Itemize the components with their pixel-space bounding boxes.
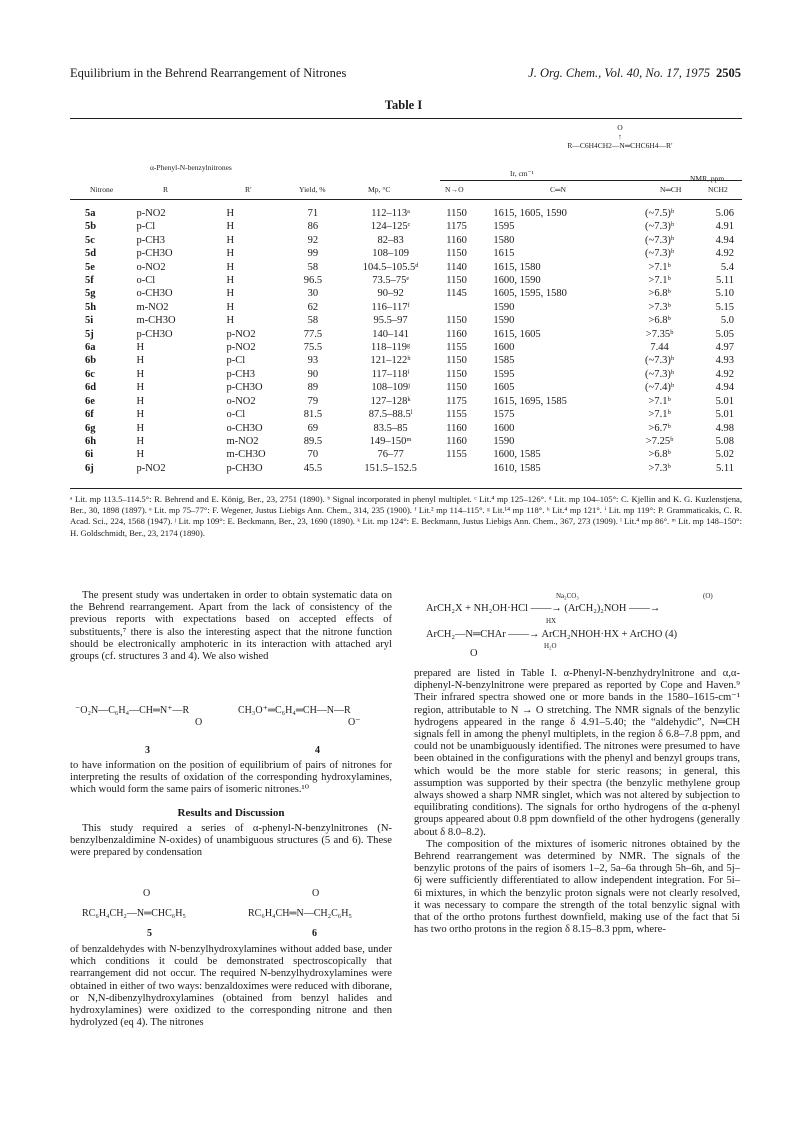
table-cell: 1580	[493, 234, 515, 246]
table-cell: 108–109	[372, 248, 409, 260]
table-cell: 127–128ᵏ	[370, 395, 411, 407]
table-cell: 1615	[493, 248, 515, 260]
group-label: α-Phenyl-N-benzylnitrones	[150, 163, 232, 172]
table-cell: o-NO2	[136, 261, 166, 273]
col-header-nitrone: Nitrone	[90, 185, 114, 194]
table-cell: 89	[307, 382, 319, 394]
table-cell: 4.94	[715, 234, 734, 246]
table-cell: H	[226, 261, 235, 273]
table-cell: (~7.3)ᵇ	[645, 248, 675, 260]
col-header-mp: Mp, °C	[368, 185, 391, 194]
table-cell: H	[226, 315, 235, 327]
table-cell: 1150	[446, 368, 467, 380]
structure-5-oxygen: O	[143, 888, 151, 899]
table-cell: 5.10	[715, 288, 734, 300]
table-cell: (~7.3)ᵇ	[645, 234, 675, 246]
table-row	[70, 448, 742, 461]
table-cell: 1590	[493, 315, 515, 327]
left-column	[70, 590, 392, 663]
table-cell	[443, 301, 493, 314]
table-cell: 1615, 1580	[493, 261, 541, 273]
table-cell: 112–113ᵃ	[371, 208, 411, 219]
table-cell: o-Cl	[136, 275, 156, 287]
table-cell: 1175	[446, 221, 467, 233]
structure-3: ⁻O₂N—C₆H₄—CH═N⁺—R O	[75, 705, 203, 728]
col-header-no: N→O	[445, 185, 464, 194]
table-cell: 1600, 1585	[493, 449, 541, 461]
table-cell: 92	[307, 234, 319, 246]
table-cell: 6b	[85, 355, 97, 367]
table-row	[70, 408, 742, 421]
structure-6-oxygen: O	[312, 888, 320, 899]
table-row	[70, 462, 742, 475]
table-cell: p-Cl	[226, 355, 246, 367]
table-cell: 1590	[493, 301, 515, 313]
table-cell: 75.5	[303, 342, 323, 354]
col-header-nch2: NCH2	[708, 185, 728, 194]
table-cell: 87.5–88.5ˡ	[368, 409, 413, 421]
table-cell: 5d	[85, 248, 97, 260]
table-cell: 4.91	[715, 221, 734, 233]
paragraph: prepared are listed in Table I. α-Phenyl-N-benzhydrylnitrone and α,α-diphenyl-N-benzylnitrone were prepared as reported by Cope and Haven.⁹ Their infrared spectra showed one or more bands in the 1580–1615-cm⁻¹ region, attributable to N → O stretching. The NMR signals of the benzylic hydrogens appeared in the range δ 4.91–5.40; the “aldehydic”, N═CH signals fell in among the phenyl multiplets, in the region δ 6.8–7.8 ppm, and could not be unambiguously identified. The nitrones were presumed to have been obtained in the configurations with the phenyl and benzyl groups trans, which would be the more stable for steric reasons; in general, this assumption was supported by their spectra (the benzylic methylene group always showed a sharp NMR singlet, which was not altered by subjection to equilibrating conditions). The signals for ortho hydrogens of the α-phenyl groups appeared about 0.8 ppm downfield of the other hydrogens (generally about δ 8.0–8.2).	[414, 668, 740, 838]
table-cell: 1155	[446, 409, 467, 421]
table-cell: 1150	[446, 208, 467, 219]
table-cell: 117–118ⁱ	[371, 368, 410, 380]
table-cell: 79	[307, 395, 319, 407]
paragraph: to have information on the position of equilibrium of pairs of nitrones for interpreting the results of oxidation of the corresponding hydroxylamines, which would form the same pairs of isomeric nitrones.¹⁰	[70, 760, 392, 796]
table-cell: 99	[307, 248, 319, 260]
table-row	[70, 422, 742, 435]
col-header-r: R	[163, 185, 169, 194]
structure-6: RC₆H₄CH═N—CH₂C₆H₅	[248, 908, 352, 919]
table-row	[70, 220, 742, 233]
structure-formula: R—C6H4CH2—N═CHC6H4—R′	[567, 141, 673, 150]
table-cell: (~7.4)ᵇ	[645, 382, 675, 394]
table-cell: 5.05	[715, 328, 734, 340]
table-cell: 1575	[493, 409, 515, 421]
paragraph: The present study was undertaken in order to obtain systematic data on the Behrend rearrangement. Apart from the lack of consistency of the previous reports with expectations based on accepted effects of substituents,⁷ there is also the interesting aspect that the nitrone function should be electronically amphoteric in its interaction with attached aryl groups (cf. structures 3 and 4). We also wished	[70, 590, 392, 663]
nmr-label: NMR, ppm	[690, 174, 725, 183]
table-row	[70, 381, 742, 394]
table-cell: m-NO2	[136, 301, 169, 313]
table-cell: >7.35ᵇ	[645, 328, 674, 340]
table-cell: 5c	[85, 234, 95, 246]
table-cell: 5.01	[715, 395, 734, 407]
header-sub-rule	[440, 180, 742, 181]
table-cell: 1600	[493, 422, 515, 434]
table-cell: 77.5	[303, 328, 323, 340]
table-cell: H	[136, 435, 145, 447]
table-cell: 6c	[85, 368, 95, 380]
structure-4: CH₃O⁺═C₆H₄═CH—N—R O⁻	[238, 705, 361, 728]
table-cell: >6.8ᵇ	[648, 315, 671, 327]
table-cell: 7.44	[650, 342, 669, 354]
table-cell: 1150	[446, 355, 467, 367]
table-cell: H	[226, 221, 235, 233]
table-cell: o-CH3O	[226, 422, 263, 434]
table-cell: >6.8ᵇ	[648, 449, 671, 461]
table-cell: p-NO2	[226, 328, 256, 340]
table-cell: 69	[307, 422, 319, 434]
table-cell: 83.5–85	[373, 422, 408, 434]
table-row	[70, 395, 742, 408]
table-cell: o-CH3O	[136, 288, 173, 300]
table-cell: >7.1ᵇ	[648, 261, 671, 273]
equation-line-2: ArCH₂—N═CHAr ——→ ArCH₂NHOH·HX + ArCHO (4)	[426, 629, 678, 640]
table-cell: 1155	[446, 342, 467, 354]
structure-header	[530, 123, 710, 150]
table-cell: 71	[307, 208, 319, 219]
table-cell: 76–77	[377, 449, 404, 461]
header-bottom-rule	[70, 199, 742, 200]
table-cell: 1150	[446, 315, 467, 327]
table-cell: H	[136, 395, 145, 407]
label-6: 6	[312, 928, 317, 939]
table-cell: m-CH3O	[226, 449, 266, 461]
table-cell: 4.94	[715, 382, 734, 394]
table-cell: 6a	[85, 342, 96, 354]
equation-line-1: ArCH₂X + NH₂OH·HCl ——→ (ArCH₂)₂NOH ——→	[426, 603, 661, 614]
table-cell: 6g	[85, 422, 96, 434]
table-cell: 149–150ᵐ	[369, 435, 412, 447]
col-header-r-prime: R′	[245, 185, 252, 194]
table-cell: m-CH3O	[136, 315, 176, 327]
table-cell: 58	[307, 315, 319, 327]
table-cell: 1590	[493, 435, 515, 447]
table-row	[70, 247, 742, 260]
table-cell: 89.5	[303, 435, 323, 447]
table-cell: >7.3ᵇ	[648, 301, 671, 313]
table-cell: 4.93	[715, 355, 734, 367]
table-cell: H	[226, 208, 235, 219]
table-cell: 5e	[85, 261, 95, 273]
table-cell: 1595	[493, 368, 515, 380]
table-cell: 121–122ʰ	[370, 355, 411, 367]
structure-4-oxygen: O⁻	[348, 717, 361, 728]
structure-3-oxygen: O	[195, 717, 203, 728]
table-cell: p-CH3O	[136, 248, 173, 260]
table-cell: p-NO2	[226, 342, 256, 354]
table-cell: H	[136, 449, 145, 461]
table-row	[70, 207, 742, 220]
table-cell: p-CH3O	[226, 382, 263, 394]
table-cell: 1615, 1695, 1585	[493, 395, 567, 407]
table-cell: 1160	[446, 422, 467, 434]
table-cell: 1150	[446, 382, 467, 394]
table-row	[70, 328, 742, 341]
table-row	[70, 435, 742, 448]
page-number: 2505	[716, 66, 741, 80]
table-cell: 6i	[85, 449, 94, 461]
table-cell: 1600, 1590	[493, 275, 541, 287]
table-cell: 1160	[446, 435, 467, 447]
table-row	[70, 354, 742, 367]
table-cell: 104.5–105.5ᵈ	[362, 261, 419, 273]
table-cell: 73.5–75ᵉ	[372, 275, 410, 287]
table-cell: o-NO2	[226, 395, 256, 407]
paragraph: The composition of the mixtures of isomeric nitrones obtained by the Behrend rearrangement was determined by NMR. The signals of the benzylic protons of the pairs of isomers 1–2, 5a–6a through 5h–6h, and 5j–6j were sufficiently differentiated to allow independent integration. For 5i–6i mixtures, in which the benzylic proton signals were not clearly resolved, it was necessary to compare the strength of the total benzylic signal with that of the ortho protons furthest downfield, making use of the fact that 5i has two ortho protons in the region δ 8.15–8.3 ppm, where-	[414, 838, 740, 936]
table-cell: 1175	[446, 395, 467, 407]
table-cell: 1585	[493, 355, 515, 367]
table-cell: 4.92	[715, 368, 734, 380]
table-cell: p-Cl	[136, 221, 156, 233]
table-cell: >7.3ᵇ	[648, 462, 671, 474]
table-cell: >7.1ᵇ	[648, 275, 671, 287]
table-cell: 5.0	[720, 315, 734, 327]
table-cell: (~7.5)ᵇ	[645, 208, 675, 219]
table-cell: 1140	[446, 261, 467, 273]
table-cell: H	[136, 409, 145, 421]
table-cell: p-CH3O	[226, 462, 263, 474]
table-cell: 5.06	[715, 208, 734, 219]
table-cell: 4.97	[715, 342, 734, 354]
table-cell: H	[136, 368, 145, 380]
table-cell: 6d	[85, 382, 97, 394]
table-cell: 5.4	[720, 261, 734, 273]
table-cell: 5.11	[716, 462, 734, 474]
table-cell: o-Cl	[226, 409, 246, 421]
table-cell: 6h	[85, 435, 97, 447]
table-cell: 1605	[493, 382, 515, 394]
table-cell: 5h	[85, 301, 97, 313]
paragraph: This study required a series of α-phenyl-N-benzylnitrones (N-benzylbenzaldimine N-oxides) of unambiguous structures (5 and 6). These were prepared by condensation	[70, 822, 392, 859]
col-header-cn: C═N	[550, 185, 566, 194]
table-row	[70, 314, 742, 327]
running-header-right: J. Org. Chem., Vol. 40, No. 17, 1975 2505	[528, 66, 741, 80]
table-cell: >7.1ᵇ	[648, 409, 671, 421]
table-cell: 81.5	[303, 409, 323, 421]
table-cell: (~7.3)ᵇ	[645, 368, 675, 380]
table-cell: 5.08	[715, 435, 734, 447]
col-header-yield: Yield, %	[299, 185, 326, 194]
paragraph: of benzaldehydes with N-benzylhydroxylamines without added base, under which conditions it could be demonstrated spectroscopically that rearrangement did not occur. The required N-benzylhydroxylamines were obtained in either of two ways: benzaldoximes were reduced with diborane, or N,N-dibenzylhydroxylamines (obtained from benzyl halides and hydroxylamines) were oxidized to the corresponding nitrone and then hydrolyzed (eq 4). The nitrones	[70, 944, 392, 1029]
table-cell: 1145	[446, 288, 467, 300]
table-cell: 5g	[85, 288, 96, 300]
table-cell: 96.5	[303, 275, 323, 287]
table-cell: H	[226, 301, 235, 313]
label-4: 4	[315, 745, 320, 756]
table-cell: >7.25ᵇ	[645, 435, 674, 447]
table-row	[70, 368, 742, 381]
data-table	[70, 207, 742, 475]
table-cell: H	[226, 288, 235, 300]
table-cell	[443, 462, 493, 475]
table-cell: 5a	[85, 208, 96, 219]
col-header-nch: N═CH	[660, 185, 682, 194]
table-cell: H	[136, 422, 145, 434]
table-cell: 1595	[493, 221, 515, 233]
table-cell: H	[226, 248, 235, 260]
table-cell: 116–117ᶠ	[371, 301, 410, 313]
table-cell: >6.7ᵇ	[648, 422, 671, 434]
table-cell: 58	[307, 261, 319, 273]
table-top-rule	[70, 118, 742, 119]
table-cell: 93	[307, 355, 319, 367]
table-cell: 118–119ᵍ	[371, 342, 411, 354]
table-cell: 1160	[446, 328, 467, 340]
structure-5: RC₆H₄CH₂—N═CHC₆H₅	[82, 908, 186, 919]
table-cell: p-CH3	[136, 234, 166, 246]
table-cell: 5.11	[716, 275, 734, 287]
table-row	[70, 234, 742, 247]
eq-reagent-o: (O)	[703, 592, 713, 600]
table-cell: 82–83	[377, 234, 404, 246]
eq-reagent-h2o: H₂O	[544, 642, 557, 650]
table-cell: (~7.3)ᵇ	[645, 355, 675, 367]
table-cell: 5.02	[715, 449, 734, 461]
structure-oxygen: O	[617, 123, 623, 132]
table-cell: p-CH3	[226, 368, 256, 380]
table-cell: (~7.3)ᵇ	[645, 221, 675, 233]
table-cell: 6f	[85, 409, 94, 421]
table-row	[70, 341, 742, 354]
table-cell: p-NO2	[136, 208, 166, 219]
label-5: 5	[147, 928, 152, 939]
table-cell: 90–92	[377, 288, 404, 300]
table-cell: >7.1ᵇ	[648, 395, 671, 407]
table-cell: H	[136, 355, 145, 367]
running-header-left: Equilibrium in the Behrend Rearrangement of Nitrones	[70, 66, 347, 80]
label-3: 3	[145, 745, 150, 756]
left-column-2	[70, 760, 392, 859]
table-row	[70, 287, 742, 300]
table-cell: H	[226, 234, 235, 246]
table-cell: 5f	[85, 275, 94, 287]
table-cell: 1605, 1595, 1580	[493, 288, 567, 300]
table-cell: 1615, 1605, 1590	[493, 208, 567, 219]
eq-reagent-na2co3: Na₂CO₃	[556, 592, 579, 600]
table-cell: 1155	[446, 449, 467, 461]
right-column	[414, 668, 740, 936]
table-row	[70, 301, 742, 314]
table-bottom-rule	[70, 488, 742, 489]
table-cell: 45.5	[303, 462, 323, 474]
table-cell: 5.01	[715, 409, 734, 421]
table-footnotes: ᵃ Lit. mp 113.5–114.5°: R. Behrend and E. König, Ber., 23, 2751 (1890). ᵇ Signal incorporated in phenyl multiplet. ᶜ Lit.⁴ mp 125–126°. ᵈ Lit. mp 104–105°: C. Kjellin and K. G. Kuzlenstjena, Ber., 30, 1898 (1897). ᵉ Lit. mp 75–77°: F. Wegener, Justus Liebigs Ann. Chem., 314, 235 (1900). ᶠ Lit.² mp 114–115°. ᵍ Lit.¹⁴ mp 118°. ʰ Lit.⁴ mp 121°. ⁱ Lit. mp 119°: P. Grammaticakis, C. R. Acad. Sci., 224, 1568 (1947). ʲ Lit. mp 109°: E. Beckmann, Ber., 23, 1690 (1890). ᵏ Lit. mp 124°: E. Beckmann, Justus Liebigs Ann. Chem., 367, 273 (1909). ˡ Lit.⁴ mp 86°. ᵐ Lit. mp 148–150°: H. Goldschmidt, Ber., 23, 2174 (1890).	[70, 494, 742, 538]
left-column-3	[70, 944, 392, 1029]
table-cell: 151.5–152.5	[364, 462, 417, 474]
table-cell: 5j	[85, 328, 94, 340]
table-cell: 1615, 1605	[493, 328, 541, 340]
table-cell: H	[136, 342, 145, 354]
table-cell: 4.92	[715, 248, 734, 260]
table-cell: m-NO2	[226, 435, 259, 447]
table-cell: 86	[307, 221, 319, 233]
table-cell: 124–125ᶜ	[370, 221, 411, 233]
table-cell: 62	[307, 301, 319, 313]
table-cell: H	[136, 382, 145, 394]
table-cell: 5b	[85, 221, 97, 233]
equation-oxygen: O	[470, 648, 478, 659]
table-cell: p-NO2	[136, 462, 166, 474]
ir-label: Ir, cm⁻¹	[510, 169, 534, 178]
table-cell: 95.5–97	[373, 315, 408, 327]
table-cell: 6e	[85, 395, 95, 407]
table-cell: 5.15	[715, 301, 734, 313]
table-cell: 5i	[85, 315, 94, 327]
table-cell: 140–141	[372, 328, 409, 340]
table-cell: 1610, 1585	[493, 462, 541, 474]
table-cell: 1160	[446, 234, 467, 246]
section-heading: Results and Discussion	[177, 806, 285, 819]
table-cell: 6j	[85, 462, 94, 474]
table-cell: 70	[307, 449, 319, 461]
table-cell: H	[226, 275, 235, 287]
table-cell: 1150	[446, 275, 467, 287]
table-cell: 108–109ʲ	[371, 382, 410, 394]
table-cell: p-CH3O	[136, 328, 173, 340]
table-cell: 1150	[446, 248, 467, 260]
table-cell: 4.98	[715, 422, 734, 434]
table-row	[70, 274, 742, 287]
table-title: Table I	[384, 98, 423, 112]
table-row	[70, 261, 742, 274]
eq-reagent-hx: HX	[546, 617, 557, 625]
structure-arrow: ↑	[618, 132, 622, 141]
table-cell: 1600	[493, 342, 515, 354]
table-cell: 90	[307, 368, 319, 380]
table-cell: 30	[307, 288, 319, 300]
table-cell: >6.8ᵇ	[648, 288, 671, 300]
